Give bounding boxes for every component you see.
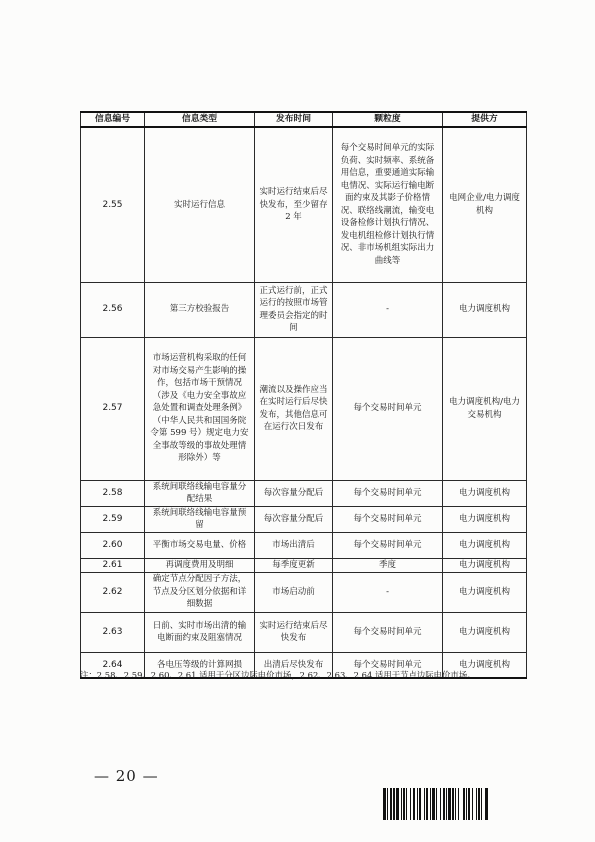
cell-provider: 电力调度机构 [443,282,527,337]
cell-granularity: 每个交易时间单元 [333,652,443,678]
cell-granularity: 季度 [333,558,443,572]
table-row [81,480,527,506]
cell-type: 确定节点分配因子方法，节点及分区划分依据和详细数据 [145,572,255,612]
cell-provider: 电力调度机构 [443,612,527,652]
cell-id: 2.61 [81,558,145,572]
cell-time: 市场启动前 [255,572,333,612]
cell-provider: 电网企业/电力调度机构 [443,127,527,282]
cell-time: 出清后尽快发布 [255,652,333,678]
table-row [81,532,527,558]
cell-id: 2.59 [81,506,145,532]
cell-provider: 电力调度机构 [443,506,527,532]
cell-granularity: - [333,282,443,337]
cell-time: 潮流以及操作应当在实时运行后尽快发布，其他信息可在运行次日发布 [255,337,333,480]
cell-id: 2.57 [81,337,145,480]
table-footnote: 注：2.58、2.59、2.60、2.61 适用于分区边际电价市场，2.62、2.63、2.64 适用于节点边际电价市场。 [80,670,476,680]
table-row [81,337,527,480]
cell-time: 每季度更新 [255,558,333,572]
page-number: — 20 — [94,767,159,785]
barcode-image [383,788,519,820]
cell-type: 系统间联络线输电容量分配结果 [145,480,255,506]
cell-granularity: 每个交易时间单元 [333,337,443,480]
cell-time: 正式运行前，正式运行的按照市场管理委员会指定的时间 [255,282,333,337]
cell-time: 实时运行结束后尽快发布 [255,612,333,652]
cell-granularity: - [333,572,443,612]
cell-time: 每次容量分配后 [255,480,333,506]
cell-provider: 电力调度机构 [443,480,527,506]
cell-granularity: 每个交易时间单元 [333,532,443,558]
cell-granularity: 每个交易时间单元 [333,612,443,652]
cell-type: 系统间联络线输电容量预留 [145,506,255,532]
table-row [81,612,527,652]
cell-id: 2.58 [81,480,145,506]
cell-provider: 电力调度机构 [443,558,527,572]
cell-granularity: 每个交易时间单元 [333,480,443,506]
cell-id: 2.62 [81,572,145,612]
cell-id: 2.55 [81,127,145,282]
header-time: 发布时间 [255,112,333,127]
cell-provider: 电力调度机构 [443,572,527,612]
table-row [81,127,527,282]
cell-type: 各电压等级的计算网损 [145,652,255,678]
cell-time: 市场出清后 [255,532,333,558]
cell-type: 市场运营机构采取的任何对市场交易产生影响的操作，包括市场干预情况（涉及《电力安全事故应急处置和调查处理条例》（中华人民共和国国务院令第 599 号）规定电力安全事故等级的事故处理情形除外）等 [145,337,255,480]
cell-time: 实时运行结束后尽快发布，至少留存 2 年 [255,127,333,282]
cell-type: 日前、实时市场出清的输电断面约束及阻塞情况 [145,612,255,652]
cell-type: 实时运行信息 [145,127,255,282]
header-provider: 提供方 [443,112,527,127]
cell-id: 2.64 [81,652,145,678]
cell-id: 2.63 [81,612,145,652]
table-row [81,506,527,532]
table-header-row [81,112,527,127]
info-table [80,111,527,679]
cell-time: 每次容量分配后 [255,506,333,532]
cell-granularity: 每个交易时间单元的实际负荷、实时频率、系统备用信息，重要通道实际输电情况、实际运行输电断面约束及其影子价格情况、联络线潮流，输变电设备检修计划执行情况、发电机组检修计划执行情况、非市场机组实际出力曲线等 [333,127,443,282]
cell-type: 平衡市场交易电量、价格 [145,532,255,558]
table-row [81,282,527,337]
header-granularity: 颗粒度 [333,112,443,127]
header-type: 信息类型 [145,112,255,127]
header-id: 信息编号 [81,112,145,127]
cell-provider: 电力调度机构/电力交易机构 [443,337,527,480]
table-row [81,572,527,612]
table-row [81,558,527,572]
cell-type: 再调度费用及明细 [145,558,255,572]
cell-provider: 电力调度机构 [443,532,527,558]
cell-id: 2.56 [81,282,145,337]
cell-id: 2.60 [81,532,145,558]
cell-granularity: 每个交易时间单元 [333,506,443,532]
cell-provider: 电力调度机构 [443,652,527,678]
cell-type: 第三方校验报告 [145,282,255,337]
